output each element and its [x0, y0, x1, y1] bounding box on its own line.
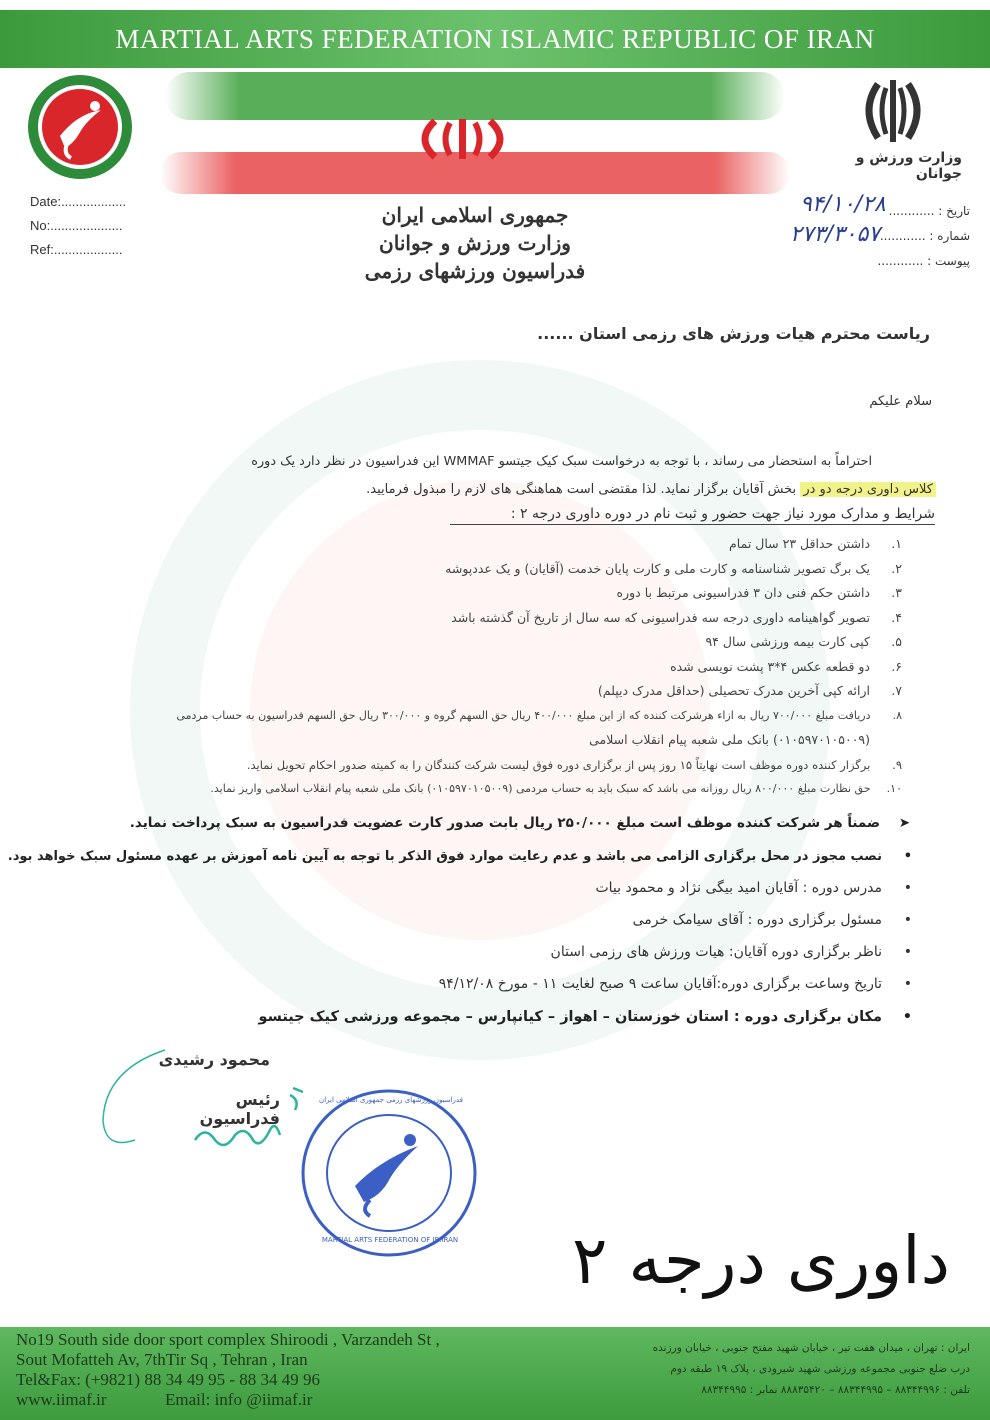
requirement-item-10: ۱۰. حق نظارت مبلغ ۸۰۰/۰۰۰ ریال روزانه می باشد که سبک باید به حساب مردمی (۰۱۰۵۹۷۰۱۰۵۰۰۹) بانک ملی شعبه پیام انقلاب اسلامی واریز نماید.: [210, 782, 902, 795]
bullet-dot-icon: •: [903, 976, 912, 992]
bullets-list: [7, 842, 912, 1034]
top-banner: [0, 10, 990, 68]
federation-logo: [27, 74, 133, 180]
footer-line-2: Sout Mofatteh Av, 7thTir Sq , Tehran , Iran: [16, 1350, 308, 1369]
bullet-item-6: •مکان برگزاری دوره : استان خوزستان – اهواز – کیانپارس – مجموعه ورزشی کیک جیتسو: [100, 1000, 912, 1034]
handwritten-date: ۹۴/۱۰/۲۸: [800, 192, 886, 217]
greeting: سلام علیکم: [869, 394, 932, 409]
requirements-list: [80, 532, 902, 802]
flag-green-stripe: [165, 72, 785, 120]
meta-left: [30, 194, 126, 266]
requirement-item-6: ۶. دو قطعه عکس ۴*۳ پشت نویسی شده: [670, 658, 902, 674]
requirement-item-2: ۲. یک برگ تصویر شناسنامه و کارت ملی و کارت پایان خدمت (آقایان) و یک عددپوشه: [445, 560, 902, 576]
requirement-item-8: ۸. دریافت مبلغ ۷۰۰/۰۰۰ ریال به ازاء هرشرکت کننده که از این مبلغ ۴۰۰/۰۰۰ ریال حق السهم گروه و ۳۰۰/۰۰۰ ریال حق السهم فدراسیون به حساب مردمی: [176, 708, 902, 722]
requirement-item-7: ۷. ارائه کپی آخرین مدرک تحصیلی (حداقل مدرک دیپلم): [597, 683, 902, 698]
requirement-item-8-cont: (۰۱۰۵۹۷۰۱۰۵۰۰۹) بانک ملی شعبه پیام انقلاب اسلامی: [589, 732, 871, 747]
footer-fa-line-1: ایران : تهران ، میدان هفت تیر ، خیابان شهید مفتح جنوبی ، خیابان ورزنده: [652, 1342, 970, 1354]
bullet-item-5: •تاریخ وساعت برگزاری دوره:آقایان ساعت ۹ صبح لغایت ۱۱ - مورخ ۹۴/۱۲/۰۸: [100, 968, 912, 1000]
federation-stamp: [300, 1088, 478, 1258]
title-line-1: جمهوری اسلامی ایران: [381, 203, 569, 227]
stamp-text-fa: فدراسیون ورزشهای رزمی جمهوری اسلامی ایران: [319, 1096, 463, 1104]
ministry-logo-caption: وزارت ورزش و جوانان: [855, 150, 962, 182]
bullet-dot-icon: •: [902, 1009, 912, 1025]
bullet-dot-icon: •: [903, 912, 912, 928]
footer-address-en: [16, 1330, 536, 1410]
paragraph-line-1: احتراماً به استحضار می رساند ، با توجه به درخواست سبک کیک جیتسو WMMAF این فدراسیون در نظر دارد یک دوره: [251, 454, 872, 469]
paragraph-line-2-rest: بخش آقایان برگزار نماید. لذا مقتضی است هماهنگی های لازم را مبذول فرمایید.: [366, 482, 797, 497]
date-field-fa: تاریخ : ............: [888, 204, 970, 218]
ministry-emblem-icon: [858, 78, 928, 146]
handwritten-number: ۲۷۳/۳۰۵۷: [790, 222, 881, 247]
conditions-heading: شرایط و مدارک مورد نیاز جهت حضور و ثبت نام در دوره داوری درجه ۲ :: [450, 506, 935, 525]
signature-icon: [95, 1040, 325, 1170]
footer-line-4: [16, 1390, 536, 1410]
date-field-en: Date:..................: [30, 194, 127, 209]
bullet-item-2: •مدرس دوره : آقایان امید بیگی نژاد و محمود بیات: [100, 872, 912, 904]
ministry-logo: [858, 78, 928, 146]
arrow-bullet-icon: ➤: [898, 815, 910, 831]
bullet-item-1: •نصب مجوز در محل برگزاری الزامی می باشد و عدم رعایت موارد فوق الذکر با توجه به آیین نامه آموزش بر عهده مسئول سبک خواهد بود.: [100, 842, 912, 872]
requirement-item-5: ۵. کپی کارت بیمه ورزشی سال ۹۴: [705, 634, 902, 649]
requirement-item-3: ۳. داشتن حکم فنی دان ۳ فدراسیونی مرتبط با دوره: [616, 585, 902, 600]
banner-title: MARTIAL ARTS FEDERATION ISLAMIC REPUBLIC OF IRAN: [115, 24, 875, 54]
title-line-2: وزارت ورزش و جوانان: [379, 231, 571, 255]
iran-emblem-icon: [405, 117, 520, 161]
bullet-dot-icon: •: [903, 849, 912, 864]
bullet-item-3: •مسئول برگزاری دوره : آقای سیامک خرمی: [100, 904, 912, 936]
footer-line-3: Tel&Fax: (+9821) 88 34 49 95 - 88 34 49 96: [16, 1370, 320, 1389]
bullet-item-4: •ناظر برگزاری دوره آقایان: هیات ورزش های رزمی استان: [100, 936, 912, 968]
signatory-title: رئیس فدراسیون: [199, 1090, 280, 1128]
paragraph-line-2: [300, 478, 936, 502]
signatory-name: محمود رشیدی: [158, 1050, 270, 1069]
ref-field-en: Ref:...................: [30, 242, 123, 257]
requirement-item-9: ۹. برگزار کننده دوره موظف است نهایتاً ۱۵ روز پس از برگزاری دوره فوق لیست شرکت کنندگان را به کمیته صدور احکام تحویل نماید.: [246, 757, 902, 772]
federation-logo-icon: [27, 74, 133, 180]
footer-email[interactable]: Email: info @iimaf.ir: [165, 1390, 313, 1409]
membership-note: ➤ضمناً هر شرکت کننده موظف است مبلغ ۲۵۰/۰۰۰ ریال بابت صدور کارت عضویت فدراسیون به سبک پرداخت نماید.: [129, 815, 910, 831]
footer-fa-line-3: تلفن : ۸۸۳۴۴۹۹۶ – ۸۸۳۴۴۹۹۵ – ۸۸۸۳۵۴۲۰ نمابر : ۸۸۳۴۴۹۹۵: [701, 1384, 970, 1396]
no-field-en: No:....................: [30, 218, 123, 233]
requirement-item-4: ۴. تصویر گواهینامه داوری درجه سه فدراسیونی که سه سال از تاریخ آن گذشته باشد: [451, 609, 902, 625]
title-line-3: فدراسیون ورزشهای رزمی: [364, 259, 586, 283]
number-field-fa: شماره : ............: [879, 229, 970, 243]
bullet-dot-icon: •: [903, 944, 912, 960]
stamp-text-en: MARTIAL ARTS FEDERATION OF IR.IRAN: [321, 1236, 459, 1244]
attachment-field-fa: پیوست : ............: [877, 254, 970, 268]
footer-website[interactable]: www.iimaf.ir: [16, 1390, 107, 1409]
footer-fa-line-2: درب ضلع جنوبی مجموعه ورزشی شهید شیرودی ، پلاک ۱۹ طبقه دوم: [670, 1363, 970, 1375]
highlighted-course: کلاس داوری درجه دو در: [800, 482, 936, 497]
bullet-dot-icon: •: [903, 880, 912, 896]
footer-line-1: No19 South side door sport complex Shiroodi , Varzandeh St ,: [16, 1330, 440, 1349]
ministry-title-block: [330, 203, 620, 283]
handwritten-note: داوری درجه ۲: [572, 1222, 950, 1299]
requirement-item-1: ۱. داشتن حداقل ۲۳ سال تمام: [729, 536, 902, 551]
footer-address-fa: [510, 1338, 970, 1401]
stamp-emblem-icon: [300, 1088, 478, 1258]
recipient-line: ریاست محترم هیات ورزش های رزمی استان ......: [537, 324, 930, 343]
